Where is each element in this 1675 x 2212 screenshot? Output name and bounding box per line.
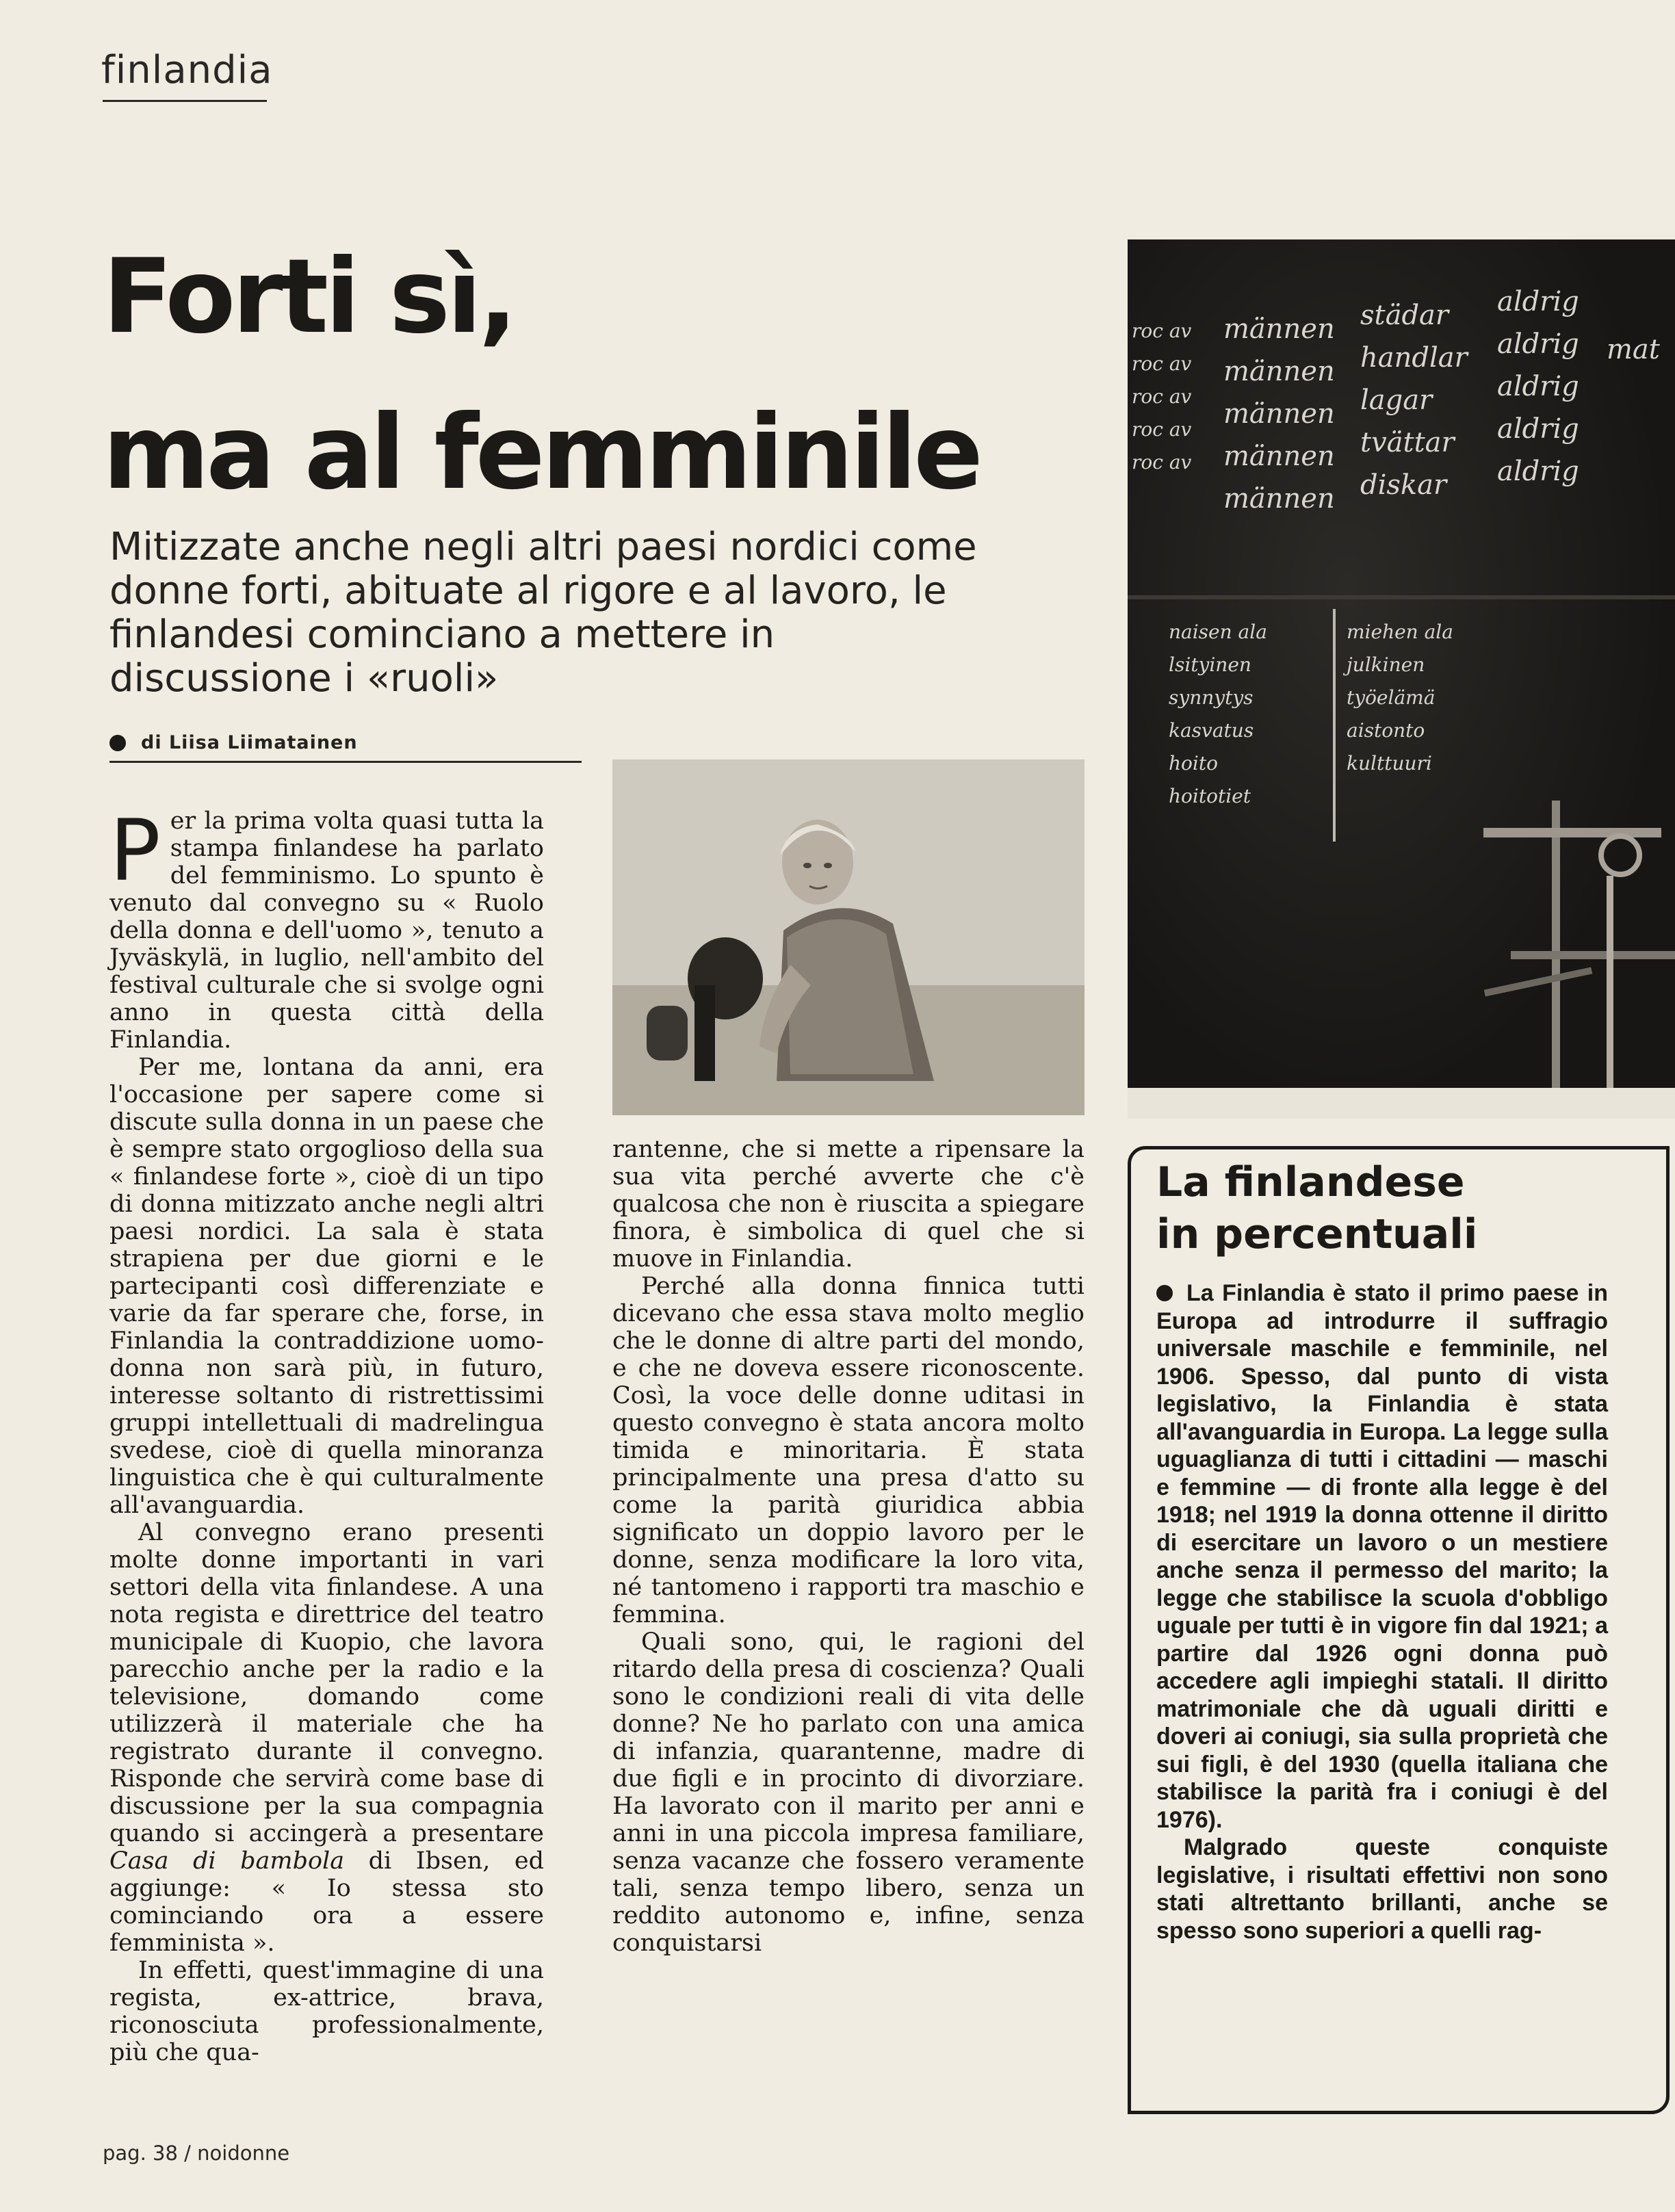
paragraph (109, 802, 544, 1054)
subtitle: Mitizzate anche negli altri paesi nordici come donne forti, abituate al rigore e al lavoro, le finlandesi cominciano a mettere in discussione i «ruoli» (109, 525, 977, 701)
article-column-2 (612, 1136, 1085, 1957)
byline-author: di Liisa Liimatainen (141, 732, 358, 753)
photo-woman-illustration (612, 759, 1085, 1115)
chalk-col-a: roc av roc av roc av roc av roc av (1132, 320, 1192, 473)
paragraph (109, 1519, 544, 1957)
section-rule (103, 100, 267, 102)
paragraph: Quali sono, qui, le ragioni del ritardo della presa di coscienza? Quali sono le condizioni reali di vita delle donne? Ne ho parlato con una amica di infanzia, quarantenne, madre di due figli e in procinto di divorziare. Ha lavorato con il marito per anni e anni in una piccola impresa familiare, senza vacanze che fossero veramente tali, senza tempo libero, senza un reddito autonomo e, infine, senza conquistarsi (612, 1628, 1085, 1957)
microphone-stands (1128, 239, 1675, 1119)
sidebar-paragraph: Malgrado queste conquiste legislative, i risultati effettivi non sono stati altrettanto brillanti, anche se spesso sono superiori a quelli rag- (1156, 1834, 1608, 1944)
paragraph: Per me, lontana da anni, era l'occasione per sapere come si discute sulla donna in un paese che è sempre stato orgoglioso della sua « finlandese forte », cioè di un tipo di donna mitizzato anche negli altri paesi nordici. La sala è stata strapiena per due giorni e le partecipanti così differenziate e varie da far sperare che, forse, in Finlandia la contraddizione uomo-donna non sarà più, in futuro, interesse soltanto di ristrettissimi gruppi intellettuali di madrelingua svedese, cioè di quella minoranza linguistica che è qui culturalmente all'avanguardia. (109, 1054, 544, 1519)
chalk-lower-right: miehen ala julkinen työelämä aistonto kulttuuri (1347, 621, 1453, 775)
photo-blackboard (1128, 239, 1675, 1119)
paragraph: Perché alla donna finnica tutti dicevano che essa stava molto meglio che le donne di altre parti del mondo, e che ne doveva essere riconoscente. Così, la voce delle donne uditasi in questo convegno è stata ancora molto timida e minoritaria. È stata principalmente una presa d'atto su come la parità giuridica abbia significato un doppio lavoro per le donne, senza modificare la loro vita, né tantomeno i rapporti tra maschio e femmina. (612, 1273, 1085, 1628)
paragraph-text: er la prima volta quasi tutta la stampa finlandese ha parlato del femminismo. Lo spunto è venuto dal convegno su « Ruolo della donna e dell'uomo », tenuto a Jyväskylä, in luglio, nell'ambito del festival culturale che si svolge ogni anno in questa città della Finlandia. (109, 807, 544, 1054)
paragraph: In effetti, quest'immagine di una regista, ex-attrice, brava, riconosciuta professionalmente, più che qua- (109, 1957, 544, 2066)
drop-cap: P (109, 802, 161, 900)
bullet-icon (1156, 1285, 1173, 1301)
bullet-icon (109, 735, 126, 751)
chalk-col-b: männen männen männen männen männen (1223, 313, 1335, 515)
byline (109, 732, 582, 753)
chalk-col-d: aldrig aldrig aldrig aldrig aldrig (1497, 286, 1579, 487)
footer-separator: / (184, 2142, 191, 2165)
chalk-col-c: städar handlar lagar tvättar diskar (1360, 300, 1468, 501)
headline-line-2: ma al femminile (103, 393, 980, 512)
paragraph: rantenne, che si mette a ripensare la sua vita perché avverte che c'è qualcosa che non è riuscita a spiegare finora, è simbolica di quel che si muove in Finlandia. (612, 1136, 1085, 1273)
headline-line-1: Forti sì, (103, 237, 515, 356)
headline (103, 219, 1095, 531)
section-label: finlandia (101, 48, 273, 92)
sidebar-title (1156, 1156, 1649, 1260)
chalk-lower-left: naisen ala lsityinen synnytys kasvatus hoito hoitotiet (1169, 621, 1267, 807)
page-footer (103, 2142, 289, 2165)
sidebar-body (1156, 1279, 1608, 1944)
sidebar-paragraph-text: La Finlandia è stato il primo paese in Europa ad introdurre il suffragio universale maschile e femminile, nel 1906. Spesso, dal punto di vista legislativo, la Finlandia è stata all'avanguardia in Europa. La legge sulla uguaglianza di tutti i cittadini — maschi e femmine — di fronte alla legge è del 1918; nel 1919 la donna ottenne il diritto di esercitare un lavoro o un mestiere anche senza il permesso del marito; la legge che stabilisce la scuola d'obbligo uguale per tutti è in vigore fin dal 1921; a partire dal 1926 ogni donna può accedere agli impieghi statali. Il diritto matrimoniale che dà uguali diritti e doveri ai coniugi, sia sulla proprietà che sui figli, è del 1930 (quella italiana che stabilisce la parità fra i coniugi è del 1976). (1156, 1280, 1608, 1833)
paragraph-text: Al convegno erano presenti molte donne importanti in vari settori della vita finlandese. A una nota regista e direttrice del teatro municipale di Kuopio, che lavora parecchio anche per la radio e la televisione, domando come utilizzerà il materiale che ha registrato durante il convegno. Risponde che servirà come base di discussione per la sua compagnia quando si accingerà a presentare (109, 1519, 544, 1847)
chalk-extra: mat (1607, 334, 1660, 365)
sidebar-title-line-2: in percentuali (1156, 1210, 1478, 1258)
book-title: Casa di bambola (109, 1847, 345, 1875)
sidebar-paragraph (1156, 1279, 1608, 1834)
magazine-name: noidonne (197, 2142, 290, 2165)
sidebar-title-line-1: La finlandese (1156, 1158, 1465, 1206)
article-column-1 (109, 802, 544, 2066)
byline-rule (109, 761, 582, 763)
page-number: pag. 38 (103, 2142, 178, 2165)
paragraph-text: di Ibsen, ed aggiunge: « Io stessa sto cominciando ora a essere femminista ». (109, 1847, 544, 1957)
photo-woman-pump (612, 759, 1085, 1115)
